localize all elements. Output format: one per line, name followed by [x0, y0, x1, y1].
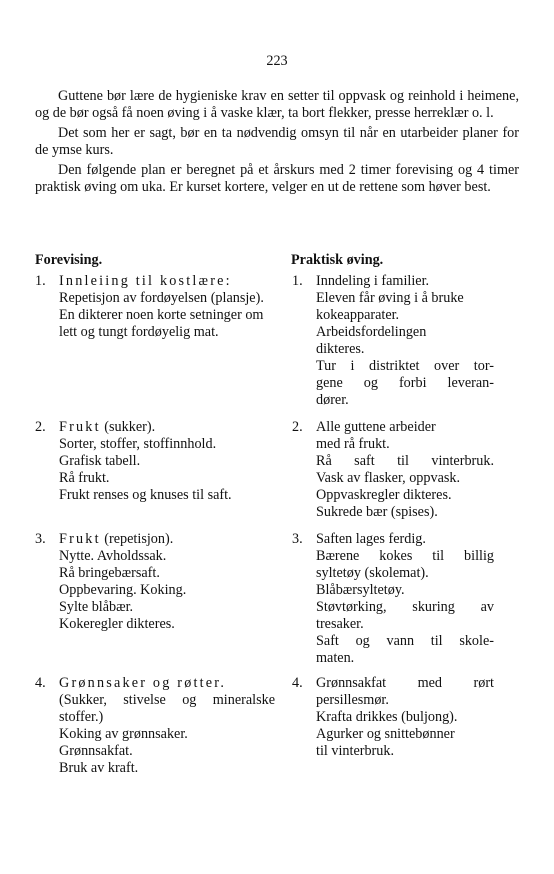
section-line: Oppvaskregler dikteres. — [316, 487, 452, 503]
section-line: Rå bringebærsaft. — [59, 565, 160, 581]
section-line: Rå saft til vinterbruk. — [316, 453, 494, 469]
section-line: Eleven får øving i å bruke — [316, 290, 464, 306]
section-title: Grønnsaker og røtter. — [59, 675, 227, 691]
intro-paragraph: Guttene bør lære de hygieniske krav en setter til oppvask og reinhold i heimene, og de bør også få noen øving i å vaske klær, ta bort flekker, presse herreklær o. l. — [35, 88, 519, 121]
section-line: Oppbevaring. Koking. — [59, 582, 187, 598]
section-number: 1. — [292, 273, 303, 289]
section-line: kokeapparater. — [316, 307, 400, 323]
section-line: Alle guttene arbeider — [316, 419, 436, 435]
section-line: Rå frukt. — [59, 470, 110, 486]
section-number: 3. — [35, 531, 46, 547]
section-line: Grønnsakfat. — [59, 743, 133, 759]
section-line: (Sukker, stivelse og mineralske — [59, 692, 275, 708]
intro-paragraph: Det som her er sagt, bør en ta nødvendig omsyn til når en utarbeider planer for de ymse kurs. — [35, 125, 519, 158]
intro-paragraph: Den følgende plan er beregnet på et årskurs med 2 timer forevising og 4 timer praktisk øving om uka. Er kurset kortere, velger en ut de rettene som høver best. — [35, 162, 519, 195]
section-line: En dikterer noen korte setninger om — [59, 307, 264, 323]
section-line: Nytte. Avholdssak. — [59, 548, 167, 564]
section-title-rest: (repetisjon). — [100, 531, 174, 547]
section-number: 4. — [35, 675, 46, 691]
section-line: Agurker og snittebønner — [316, 726, 455, 742]
section-line: Sukrede bær (spises). — [316, 504, 438, 520]
section-line: Arbeidsfordelingen — [316, 324, 427, 340]
section-line: stoffer.) — [59, 709, 104, 725]
section-line: persillesmør. — [316, 692, 389, 708]
section-line: Bruk av kraft. — [59, 760, 139, 776]
section-line: til vinterbruk. — [316, 743, 395, 759]
section-number: 1. — [35, 273, 46, 289]
section-line: tresaker. — [316, 616, 364, 632]
section-line: Grønnsakfat med rørt — [316, 675, 494, 691]
section-title-rest: (sukker). — [100, 419, 156, 435]
section-line: dører. — [316, 392, 349, 408]
section-line: Saft og vann til skole- — [316, 633, 494, 649]
section-line: lett og tungt fordøyelig mat. — [59, 324, 219, 340]
section-line: med rå frukt. — [316, 436, 390, 452]
right-column-heading: Praktisk øving. — [291, 252, 384, 268]
section-line: Blåbærsyltetøy. — [316, 582, 405, 598]
section-line: Koking av grønnsaker. — [59, 726, 188, 742]
section-line: Grafisk tabell. — [59, 453, 141, 469]
section-line: Inndeling i familier. — [316, 273, 430, 289]
section-title: Innleiing til kostlære: — [59, 273, 232, 289]
section-line: Sylte blåbær. — [59, 599, 134, 615]
section-line: dikteres. — [316, 341, 365, 357]
section-number: 2. — [292, 419, 303, 435]
section-line: Sorter, stoffer, stoffinnhold. — [59, 436, 217, 452]
section-number: 3. — [292, 531, 303, 547]
page-number: 223 — [266, 53, 288, 69]
section-line: Krafta drikkes (buljong). — [316, 709, 458, 725]
section-line: Repetisjon av fordøyelsen (plansje). — [59, 290, 264, 306]
section-line: Kokeregler dikteres. — [59, 616, 175, 632]
section-line: Støvtørking, skuring av — [316, 599, 494, 615]
section-line: maten. — [316, 650, 355, 666]
section-line: Bærene kokes til billig — [316, 548, 494, 564]
section-line: Frukt renses og knuses til saft. — [59, 487, 232, 503]
intro-text — [35, 88, 519, 199]
section-number: 4. — [292, 675, 303, 691]
section-line: Vask av flasker, oppvask. — [316, 470, 461, 486]
section-line: Tur i distriktet over tor- — [316, 358, 494, 374]
section-title: Frukt — [59, 531, 101, 547]
section-line: syltetøy (skolemat). — [316, 565, 429, 581]
section-number: 2. — [35, 419, 46, 435]
left-column-heading: Forevising. — [35, 252, 103, 268]
section-line: gene og forbi leveran- — [316, 375, 494, 391]
section-title: Frukt — [59, 419, 101, 435]
section-line: Saften lages ferdig. — [316, 531, 426, 547]
